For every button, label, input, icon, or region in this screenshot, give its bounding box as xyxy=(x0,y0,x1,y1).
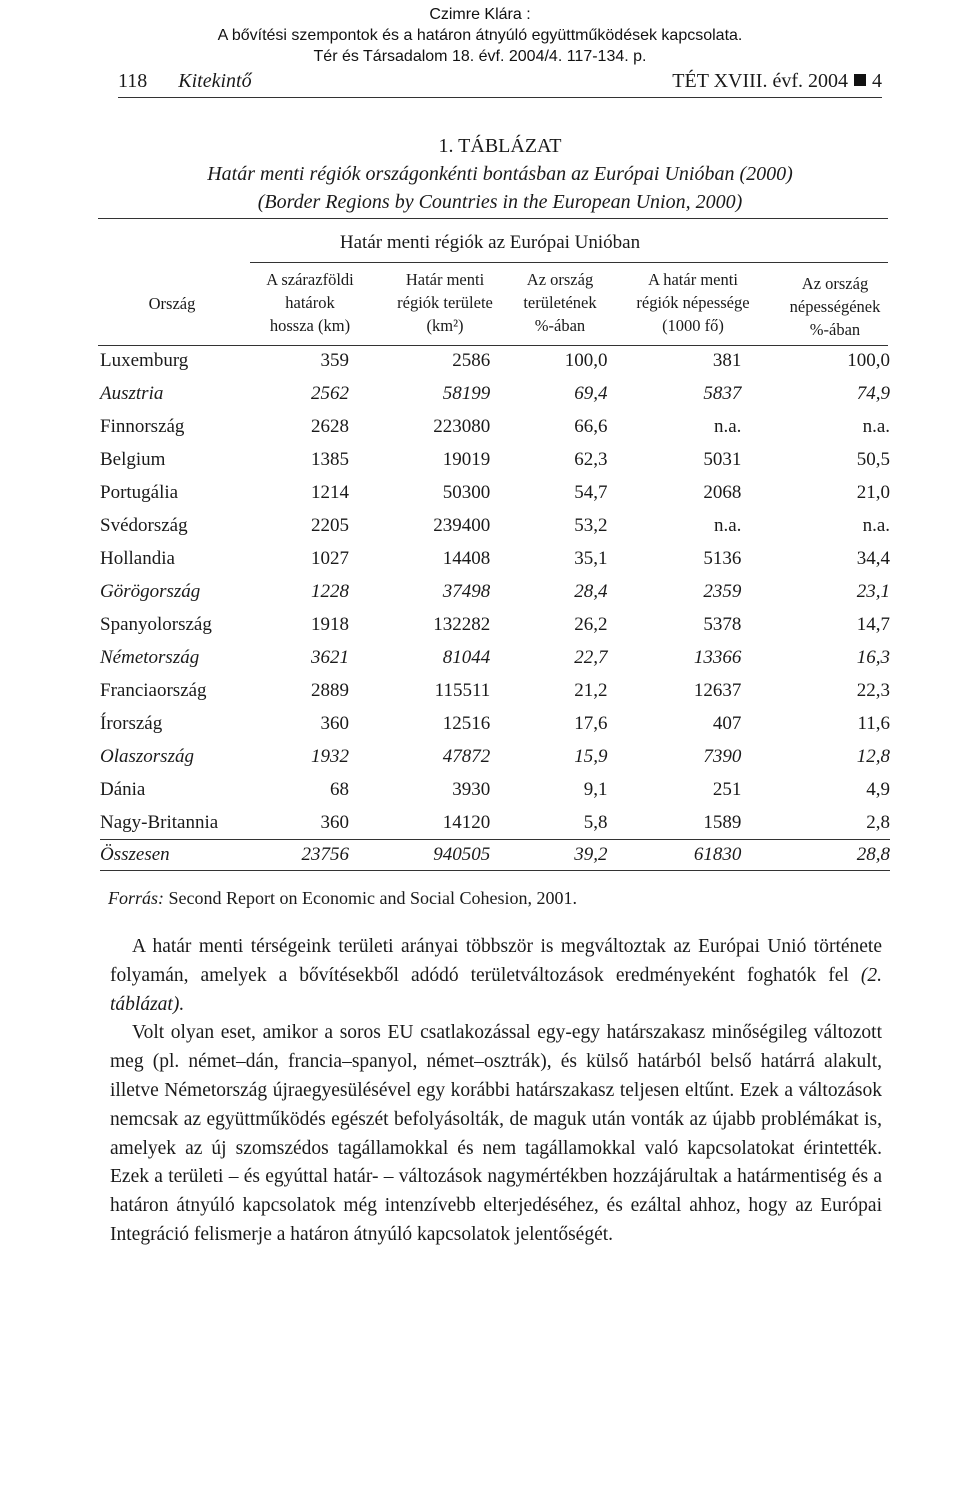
cell-area-pct: 17,6 xyxy=(574,712,608,734)
body-text xyxy=(110,933,882,1250)
cell-area-pct: 35,1 xyxy=(574,547,608,569)
total-row xyxy=(100,840,890,871)
cell-border-km: 1918 xyxy=(311,613,350,635)
cell-border-km: 1932 xyxy=(311,745,350,767)
col-header-region-area xyxy=(375,268,515,337)
table-reference: (2. táblázat). xyxy=(110,964,883,1015)
table-row xyxy=(100,641,890,674)
cell-population: 251 xyxy=(712,778,742,800)
cell-area-km2: 81044 xyxy=(442,646,491,668)
table-row xyxy=(100,707,890,740)
cell-border-km: 23756 xyxy=(283,840,349,871)
cell-population: 407 xyxy=(712,712,742,734)
cell-area-pct: 100,0 xyxy=(564,349,608,371)
col-header-pop-pct xyxy=(770,272,900,341)
table-row xyxy=(100,542,890,575)
col-header-line: területének xyxy=(523,293,597,312)
cell-area-pct: 66,6 xyxy=(574,415,608,437)
table-row xyxy=(100,608,890,641)
cell-border-km: 2628 xyxy=(311,415,350,437)
cell-pop-pct: 2,8 xyxy=(866,811,890,833)
cell-country: Nagy-Britannia xyxy=(100,811,219,833)
cell-area-km2: 37498 xyxy=(442,580,491,602)
cell-country: Dánia xyxy=(100,778,146,800)
cell-population: 5031 xyxy=(703,448,742,470)
cell-area-km2: 12516 xyxy=(442,712,491,734)
paragraph: Volt olyan eset, amikor a soros EU csatlakozással egy-egy határszakasz minőségileg változott meg (pl. német–dán, francia–spanyol, német–osztrák), és külső határból belső határrá alakult, illetve Németország újraegyesülésével egy korábbi határszakasz teljesen eltűnt. Ezek a változások nemcsak az együttműködés egészét befolyásolták, de maguk után vonták az újabb problémákat is, amelyek az új szomszédos tagállamokkal és nem tagállamokkal való kapcsolatokat érintették. Ezek a területi – és egyúttal határ- – változások nagymértékben hozzájárultak a határmentiség és a határon átnyúló kapcsolatok még intenzívebb elterjedéséhez, és ezáltal ahhoz, hogy az Európai Integráció felismerje a határon átnyúló kapcsolatok jelentőségét. xyxy=(110,1022,882,1245)
cell-area-pct: 69,4 xyxy=(574,382,608,404)
col-header-line: Az ország xyxy=(801,274,869,293)
cell-area-km2: 132282 xyxy=(433,613,491,635)
cell-pop-pct: 34,4 xyxy=(856,547,890,569)
cell-population: 5837 xyxy=(703,382,742,404)
cell-country: Összesen xyxy=(100,840,283,871)
cell-area-km2: 58199 xyxy=(442,382,491,404)
issue-number: 4 xyxy=(872,70,882,92)
cell-area-km2: 940505 xyxy=(349,840,490,871)
cell-country: Olaszország xyxy=(100,745,194,767)
col-header-line: régiók területe xyxy=(397,293,493,312)
table-row xyxy=(100,773,890,806)
cell-area-km2: 223080 xyxy=(433,415,491,437)
section-name: Kitekintő xyxy=(178,70,252,92)
col-header-line: %-ában xyxy=(534,316,586,335)
col-header-line: hossza (km) xyxy=(269,316,351,335)
group-header-rule xyxy=(250,262,888,263)
cell-area-km2: 3930 xyxy=(452,778,491,800)
table-title-hu: Határ menti régiók országonkénti bontásban az Európai Unióban (2000) xyxy=(207,163,793,185)
cell-border-km: 1228 xyxy=(311,580,350,602)
col-header-country: Ország xyxy=(148,294,196,313)
col-header-line: (1000 fő) xyxy=(662,316,724,335)
cell-pop-pct: 12,8 xyxy=(856,745,890,767)
cell-border-km: 360 xyxy=(320,712,350,734)
cell-country: Portugália xyxy=(100,481,179,503)
paragraph xyxy=(110,933,882,1019)
cell-pop-pct: 21,0 xyxy=(856,481,890,503)
cell-population: n.a. xyxy=(713,415,742,437)
cell-population: 61830 xyxy=(607,840,741,871)
table-row xyxy=(100,410,890,443)
col-header-area-pct xyxy=(500,268,620,337)
cell-country: Hollandia xyxy=(100,547,175,569)
cell-area-km2: 47872 xyxy=(442,745,491,767)
cell-pop-pct: 16,3 xyxy=(856,646,890,668)
col-header-line: Határ menti xyxy=(405,270,485,289)
cell-area-pct: 53,2 xyxy=(574,514,608,536)
cell-pop-pct: 28,8 xyxy=(741,840,890,871)
col-header-line: A szárazföldi xyxy=(266,270,354,289)
cell-area-pct: 5,8 xyxy=(583,811,608,833)
cell-area-pct: 15,9 xyxy=(574,745,608,767)
page-number: 118 xyxy=(118,70,148,92)
citation-header xyxy=(0,4,960,67)
cell-pop-pct: n.a. xyxy=(862,514,890,536)
cell-border-km: 2205 xyxy=(311,514,350,536)
cell-pop-pct: 4,9 xyxy=(866,778,890,800)
table-row xyxy=(100,575,890,608)
cell-area-pct: 26,2 xyxy=(574,613,608,635)
cell-area-pct: 22,7 xyxy=(574,646,608,668)
cell-population: 12637 xyxy=(693,679,742,701)
table-title-en: (Border Regions by Countries in the European Union, 2000) xyxy=(257,191,743,213)
table-top-rule xyxy=(98,218,888,219)
table-number: 1. TÁBLÁZAT xyxy=(438,135,562,157)
cell-population: 381 xyxy=(712,349,742,371)
table-row xyxy=(100,674,890,707)
col-header-line: (km²) xyxy=(426,316,464,335)
col-header-line: népességének xyxy=(789,297,881,316)
cell-border-km: 2562 xyxy=(311,382,350,404)
cell-border-km: 3621 xyxy=(311,646,350,668)
cell-pop-pct: 100,0 xyxy=(847,349,890,371)
cell-border-km: 1027 xyxy=(311,547,350,569)
cell-country: Spanyolország xyxy=(100,613,212,635)
cell-border-km: 68 xyxy=(330,778,350,800)
cell-pop-pct: n.a. xyxy=(862,415,890,437)
cell-area-km2: 239400 xyxy=(433,514,491,536)
table-row xyxy=(100,740,890,773)
paragraph-text: A határ menti térségeink területi arányai többször is megváltoztak az Európai Unió története folyamán, amelyek a bővítésekből adódó területváltozások eredményeként foghatók fel xyxy=(110,936,882,986)
citation-author: Czimre Klára : xyxy=(429,6,531,23)
cell-area-km2: 19019 xyxy=(442,448,491,470)
table-row xyxy=(100,344,890,377)
table-row xyxy=(100,509,890,542)
cell-pop-pct: 50,5 xyxy=(856,448,890,470)
journal-name: TÉT XVIII. évf. 2004 xyxy=(672,70,848,92)
cell-pop-pct: 23,1 xyxy=(856,580,890,602)
cell-area-km2: 14120 xyxy=(442,811,491,833)
cell-border-km: 2889 xyxy=(311,679,350,701)
col-header-line: A határ menti xyxy=(648,270,738,289)
citation-source: Tér és Társadalom 18. évf. 2004/4. 117-134. p. xyxy=(313,48,647,65)
cell-country: Svédország xyxy=(100,514,188,536)
cell-country: Franciaország xyxy=(100,679,207,701)
table-row xyxy=(100,806,890,840)
cell-area-pct: 21,2 xyxy=(574,679,608,701)
col-header-line: %-ában xyxy=(809,320,861,339)
col-header-line: Az ország xyxy=(526,270,594,289)
cell-area-pct: 54,7 xyxy=(574,481,608,503)
cell-population: 7390 xyxy=(703,745,742,767)
table-source xyxy=(108,888,577,909)
cell-border-km: 360 xyxy=(320,811,350,833)
cell-country: Írország xyxy=(100,712,163,734)
table-title-block xyxy=(0,132,960,216)
cell-area-km2: 50300 xyxy=(442,481,491,503)
cell-country: Görögország xyxy=(100,580,201,602)
cell-country: Ausztria xyxy=(100,382,164,404)
cell-border-km: 359 xyxy=(320,349,350,371)
cell-population: 5378 xyxy=(703,613,742,635)
cell-border-km: 1385 xyxy=(311,448,350,470)
table-row xyxy=(100,476,890,509)
square-bullet-icon xyxy=(854,74,866,86)
cell-pop-pct: 22,3 xyxy=(856,679,890,701)
cell-area-pct: 39,2 xyxy=(490,840,607,871)
cell-pop-pct: 11,6 xyxy=(857,712,890,734)
table-row xyxy=(100,443,890,476)
col-header-population xyxy=(612,268,774,337)
cell-area-pct: 62,3 xyxy=(574,448,608,470)
cell-population: 2359 xyxy=(703,580,742,602)
cell-area-pct: 28,4 xyxy=(574,580,608,602)
data-table xyxy=(100,344,890,871)
cell-country: Luxemburg xyxy=(100,349,189,371)
cell-population: 5136 xyxy=(703,547,742,569)
cell-population: 2068 xyxy=(703,481,742,503)
cell-country: Belgium xyxy=(100,448,166,470)
source-text: Second Report on Economic and Social Cohesion, 2001. xyxy=(168,888,577,908)
table-row xyxy=(100,377,890,410)
cell-area-km2: 2586 xyxy=(452,349,491,371)
cell-population: n.a. xyxy=(713,514,742,536)
cell-border-km: 1214 xyxy=(311,481,350,503)
group-header: Határ menti régiók az Európai Unióban xyxy=(339,232,641,253)
cell-country: Finnország xyxy=(100,415,185,437)
cell-area-km2: 115511 xyxy=(434,679,491,701)
source-label: Forrás: xyxy=(108,888,165,908)
cell-area-km2: 14408 xyxy=(442,547,491,569)
citation-title: A bővítési szempontok és a határon átnyúló együttműködések kapcsolata. xyxy=(217,27,743,44)
running-head xyxy=(118,70,882,98)
cell-country: Németország xyxy=(100,646,200,668)
cell-pop-pct: 74,9 xyxy=(856,382,890,404)
cell-population: 13366 xyxy=(693,646,742,668)
col-header-line: határok xyxy=(285,293,335,312)
col-header-line: régiók népessége xyxy=(636,293,750,312)
col-header-border-length xyxy=(240,268,380,337)
cell-pop-pct: 14,7 xyxy=(856,613,890,635)
cell-area-pct: 9,1 xyxy=(583,778,608,800)
cell-population: 1589 xyxy=(703,811,742,833)
